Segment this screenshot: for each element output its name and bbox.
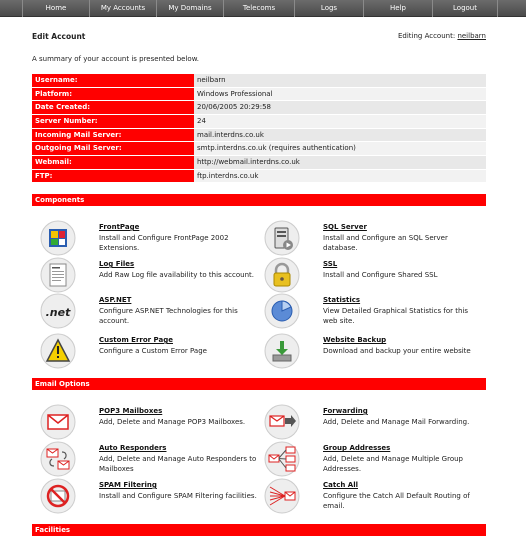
page-title: Edit Account: [32, 32, 86, 41]
editing-label: Editing Account:: [397, 32, 456, 40]
account-value: 20/06/2005 20:29:58: [194, 101, 486, 115]
email-group-addresses[interactable]: [264, 441, 479, 477]
email-option-name[interactable]: Catch All: [323, 481, 358, 489]
email-option-name[interactable]: Auto Responders: [99, 444, 167, 452]
account-label: Date Created:: [32, 101, 194, 115]
component-desc: Download and backup your entire website: [323, 347, 471, 355]
component-desc: Add Raw Log file availability to this account.: [99, 271, 254, 279]
nav-my-domains[interactable]: My Domains: [157, 0, 224, 17]
svg-text:.net: .net: [45, 306, 71, 319]
sql-server-icon: [264, 220, 300, 256]
account-value: mail.interdns.co.uk: [194, 129, 486, 143]
nav-my-accounts[interactable]: My Accounts: [90, 0, 157, 17]
account-value: smtp.interdns.co.uk (requires authentication): [194, 142, 486, 156]
nav-logs[interactable]: Logs: [295, 0, 364, 17]
component-name[interactable]: SQL Server: [323, 223, 367, 231]
nav-help[interactable]: Help: [364, 0, 433, 17]
account-label: FTP:: [32, 170, 194, 184]
account-label: Platform:: [32, 88, 194, 102]
component-desc: Install and Configure FrontPage 2002 Extensions.: [99, 234, 229, 252]
component-name[interactable]: ASP.NET: [99, 296, 132, 304]
nav-telecoms[interactable]: Telecoms: [224, 0, 295, 17]
component-statistics[interactable]: [264, 293, 479, 329]
editing-user-link[interactable]: neilbarn: [457, 32, 486, 40]
pie-chart-icon: [264, 293, 300, 329]
nav-home[interactable]: Home: [22, 0, 90, 17]
dotnet-icon: [40, 293, 76, 329]
download-icon: [264, 333, 300, 369]
padlock-icon: [264, 257, 300, 293]
email-forwarding[interactable]: [264, 404, 479, 440]
email-option-name[interactable]: Group Addresses: [323, 444, 391, 452]
email-option-desc: Add, Delete and Manage Multiple Group Addresses.: [323, 455, 463, 473]
frontpage-icon: [40, 220, 76, 256]
component-sql-server[interactable]: [264, 220, 479, 256]
account-row-server-number: [32, 115, 486, 129]
catch-all-icon: [264, 478, 300, 514]
email-pop3-mailboxes[interactable]: [40, 404, 255, 440]
email-option-desc: Add, Delete and Manage Mail Forwarding.: [323, 418, 470, 426]
account-row-platform: [32, 88, 486, 102]
account-row-incoming-mail: [32, 129, 486, 143]
warning-icon: [40, 333, 76, 369]
email-option-desc: Install and Configure SPAM Filtering facilities.: [99, 492, 257, 500]
log-file-icon: [40, 257, 76, 293]
component-desc: Install and Configure an SQL Server database.: [323, 234, 448, 252]
top-navigation: [0, 0, 526, 17]
email-option-name[interactable]: SPAM Filtering: [99, 481, 157, 489]
account-label: Username:: [32, 74, 194, 88]
nav-logout[interactable]: Logout: [433, 0, 498, 17]
component-desc: Install and Configure Shared SSL: [323, 271, 438, 279]
component-asp-net[interactable]: [40, 293, 255, 329]
email-option-name[interactable]: POP3 Mailboxes: [99, 407, 163, 415]
envelope-icon: [40, 404, 76, 440]
section-facilities: Facilities: [32, 524, 486, 536]
account-value: neilbarn: [194, 74, 486, 88]
editing-account: [398, 32, 486, 40]
account-label: Outgoing Mail Server:: [32, 142, 194, 156]
email-option-desc: Add, Delete and Manage Auto Responders to Mailboxes: [99, 455, 257, 473]
component-desc: Configure a Custom Error Page: [99, 347, 207, 355]
component-name[interactable]: Website Backup: [323, 336, 387, 344]
email-option-name[interactable]: Forwarding: [323, 407, 368, 415]
account-value: 24: [194, 115, 486, 129]
component-name[interactable]: FrontPage: [99, 223, 140, 231]
account-row-webmail: [32, 156, 486, 170]
auto-responder-icon: [40, 441, 76, 477]
account-label: Server Number:: [32, 115, 194, 129]
component-name[interactable]: Statistics: [323, 296, 361, 304]
account-row-username: [32, 74, 486, 88]
component-custom-error-page[interactable]: [40, 333, 255, 369]
no-spam-icon: [40, 478, 76, 514]
email-option-desc: Configure the Catch All Default Routing of email.: [323, 492, 470, 510]
component-frontpage[interactable]: [40, 220, 255, 256]
account-value: ftp.interdns.co.uk: [194, 170, 486, 184]
component-ssl[interactable]: [264, 257, 479, 293]
account-label: Webmail:: [32, 156, 194, 170]
account-value: http://webmail.interdns.co.uk: [194, 156, 486, 170]
component-name[interactable]: Log Files: [99, 260, 135, 268]
component-desc: View Detailed Graphical Statistics for this web site.: [323, 307, 469, 325]
component-website-backup[interactable]: [264, 333, 479, 369]
component-desc: Configure ASP.NET Technologies for this account.: [99, 307, 238, 325]
account-table: [32, 74, 486, 184]
email-spam-filtering[interactable]: [40, 478, 255, 514]
component-name[interactable]: Custom Error Page: [99, 336, 173, 344]
component-log-files[interactable]: [40, 257, 255, 293]
summary-text: A summary of your account is presented below.: [32, 55, 200, 63]
email-catch-all[interactable]: [264, 478, 479, 514]
email-option-desc: Add, Delete and Manage POP3 Mailboxes.: [99, 418, 246, 426]
forward-mail-icon: [264, 404, 300, 440]
section-email-options: Email Options: [32, 378, 486, 390]
group-mail-icon: [264, 441, 300, 477]
account-row-ftp: [32, 170, 486, 184]
component-name[interactable]: SSL: [323, 260, 338, 268]
account-label: Incoming Mail Server:: [32, 129, 194, 143]
account-row-outgoing-mail: [32, 142, 486, 156]
email-auto-responders[interactable]: [40, 441, 255, 477]
account-value: Windows Professional: [194, 88, 486, 102]
section-components: Components: [32, 194, 486, 206]
account-row-date-created: [32, 101, 486, 115]
